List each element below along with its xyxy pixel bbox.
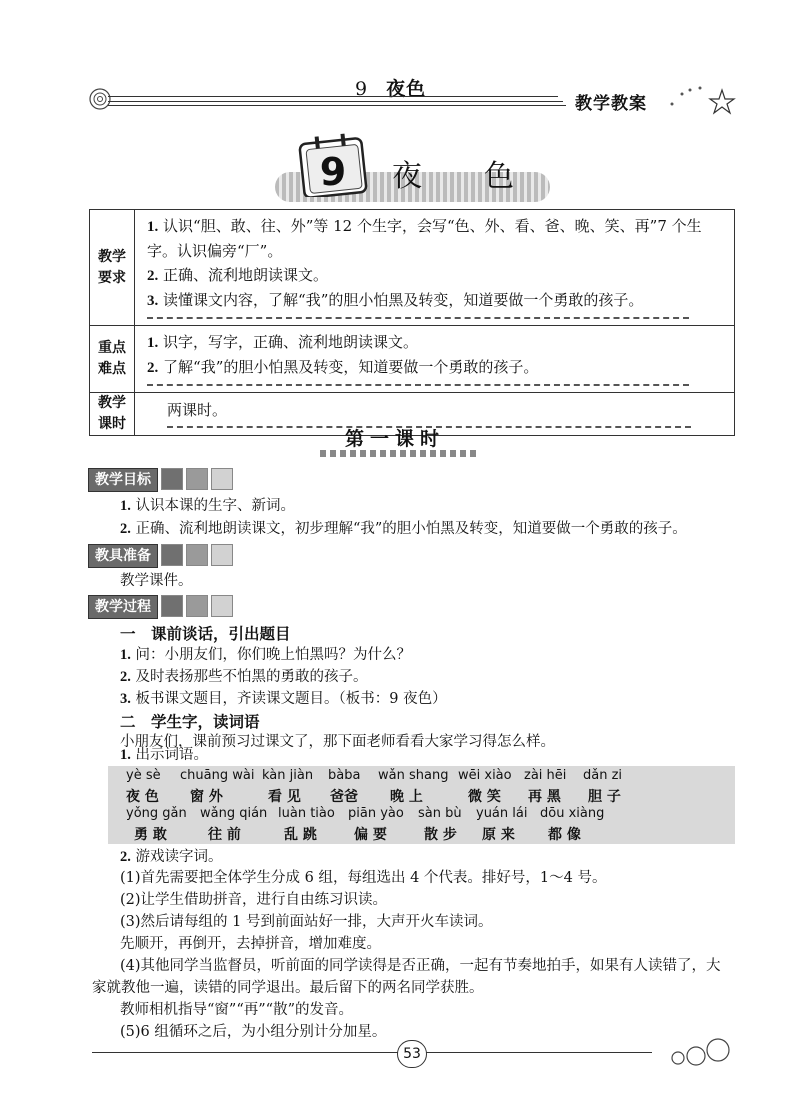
table-row [90,326,735,393]
dashed-divider [147,317,689,319]
pinyin-row: yǒng gǎn wǎng qián luàn tiào piān yào sàn bù yuán lái dōu xiàng [126,806,605,821]
paragraph-line: (3)然后请每组的 1 号到前面站好一排，大声开火车读词。 [120,914,493,930]
tools-text: 教学课件。 [120,573,193,589]
page-number: 53 [397,1040,427,1068]
hanzi-row: 夜 色 窗 外 看 见 爸爸 晚 上 微 笑 再 黑 胆 子 [108,786,735,804]
word-hanzi: 窗 外 [190,789,223,805]
list-item: 两课时。 [167,401,228,419]
section-heading-tools [88,544,233,566]
header-rule [108,96,558,97]
swirl-decoration-icon [88,87,112,111]
list-item: 2. 了解“我”的胆小怕黑及转变，知道要做一个勇敢的孩子。 [147,358,539,376]
step-title: 一 课前谈话，引出题目 [120,625,291,643]
footer-rule [92,1052,652,1053]
header-rule [108,105,566,106]
word-list-box [108,766,735,844]
label-text: 教学要求 [98,248,126,286]
section-tag: 教学过程 [88,595,158,619]
dashed-divider [147,384,689,386]
book-label: 教学教案 [575,94,647,114]
banner-number: 9 [319,150,347,194]
objectives-table [89,209,735,436]
lesson-heading: 第一课时 [345,428,446,450]
list-item: 1. 认识“胆、敢、往、外”等 12 个生字，会写“色、外、看、爸、晚、笑、再”7 个生字。认识偏旁“厂”。 [147,217,702,260]
label-text: 教学课时 [98,395,126,432]
section-tag: 教学目标 [88,468,158,492]
step-intro: 小朋友们，课前预习过课文了，那下面老师看看大家学习得怎么样。 [120,734,555,750]
row-label [90,326,135,393]
paragraph-line: 先顺开，再倒开，去掉拼音，增加难度。 [120,936,381,952]
row-label [90,393,135,436]
table-row [90,210,735,326]
label-text: 重点难点 [98,340,126,377]
stars-decoration-icon [668,80,740,120]
row-content [135,210,735,326]
banner-title: 夜色 [392,159,576,194]
section-tag: 教具准备 [88,544,158,568]
list-item: 1. 认识本课的生字、新词。 [120,498,295,514]
paragraph-line: (5)6 组循环之后，为小组分别计分加星。 [120,1024,387,1040]
paragraph-line: (4)其他同学当监督员，听前面的同学读得是否正确，一起有节奏地拍手，如果有人读错了，大 [120,958,721,974]
lesson-heading-bar [320,450,480,457]
list-item: 1. 出示词语。 [120,747,208,763]
paragraph-line: 家就教他一遍，读错的同学退出。最后留下的两名同学获胜。 [92,980,484,996]
row-content [135,326,735,393]
list-item: 2. 游戏读字词。 [120,849,223,865]
section-heading-goals [88,468,233,490]
step-title: 二 学生字，读词语 [120,713,260,731]
section-heading-process [88,595,233,617]
list-item: 2. 正确、流利地朗读课文，初步理解“我”的胆小怕黑及转变，知道要做一个勇敢的孩子。 [120,521,687,537]
list-item: 3. 读懂课文内容，了解“我”的胆小怕黑及转变，知道要做一个勇敢的孩子。 [147,291,644,309]
list-item: 2. 正确、流利地朗读课文。 [147,266,329,284]
pinyin-row: yè sè chuāng wài kàn jiàn bàba wǎn shang wēi xiào zài hēi dǎn zi [126,768,623,783]
header-rule [108,101,563,102]
header-lesson-number: 9 [355,78,369,100]
bubbles-decoration-icon [668,1036,738,1070]
paragraph-line: 教师相机指导“窗”“再”“散”的发音。 [120,1002,353,1018]
list-item: 1. 识字，写字，正确、流利地朗读课文。 [147,333,419,351]
row-label [90,210,135,326]
list-item: 3. 板书课文题目，齐读课文题目。（板书：9 夜色） [120,691,447,707]
list-item: 2. 及时表扬那些不怕黑的勇敢的孩子。 [120,669,368,685]
header-lesson-title: 夜色 [386,78,427,100]
calendar-icon [298,133,368,197]
hanzi-row: 勇 敢 往 前 乱 跳 偏 要 散 步 原 来 都 像 [134,827,581,843]
paragraph-line: (1)首先需要把全体学生分成 6 组，每组选出 4 个代表。排好号，1～4 号。 [120,870,607,886]
paragraph-line: (2)让学生借助拼音，进行自由练习识读。 [120,892,388,908]
list-item: 1. 问：小朋友们，你们晚上怕黑吗？为什么？ [120,647,411,663]
